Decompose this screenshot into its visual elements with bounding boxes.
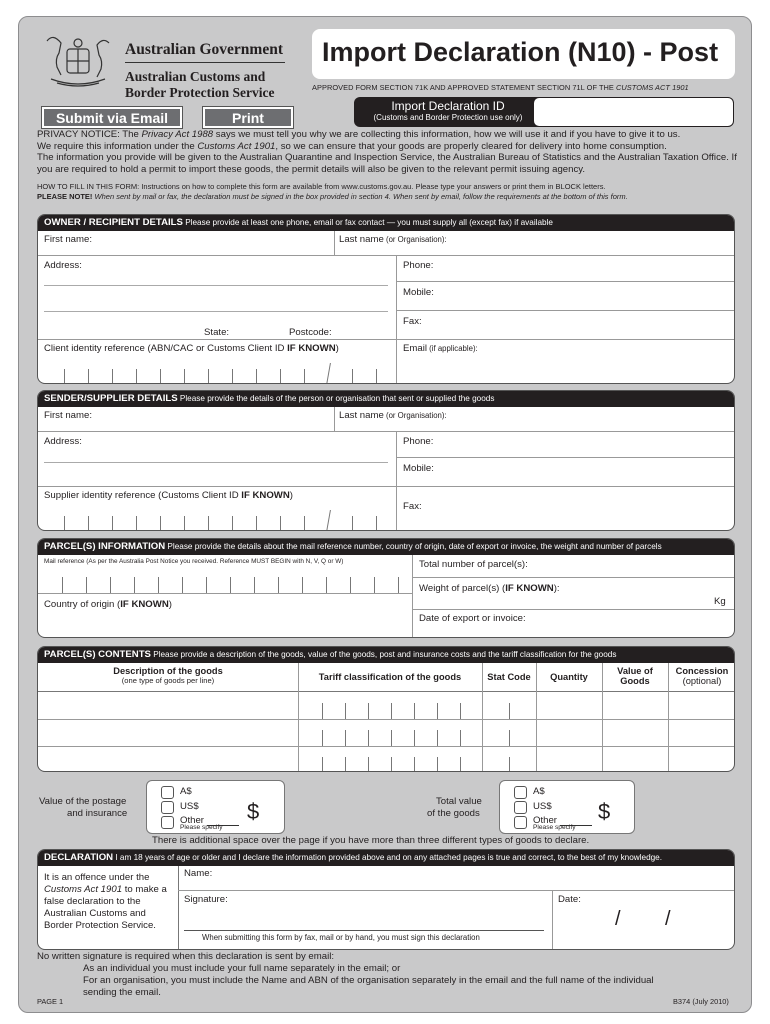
page-number: PAGE 1 [37,997,64,1006]
total-value-box [499,780,635,834]
total-usd-label: US$ [533,801,552,812]
parcel-weight-field[interactable]: Weight of parcel(s) (IF KNOWN): [419,583,560,594]
sender-supplier-ref-label: Supplier identity reference (Customs Client ID IF KNOWN) [44,490,293,501]
parcel-info-header: PARCEL(S) INFORMATION Please provide the details about the mail reference number, country of origin, date of export or invoice, the weight and number of parcels [38,539,734,555]
sender-phone-field[interactable]: Phone: [403,436,434,447]
declaration-id-input[interactable] [534,98,733,126]
sender-last-name-field[interactable]: Last name (or Organisation): [339,410,447,421]
postage-aud-label: A$ [180,786,192,797]
col-tariff: Tariff classification of the goods [318,672,462,682]
email-note-line2: As an individual you must include your full name separately in the email; or [83,963,401,974]
total-value-label2: of the goods [427,808,480,819]
total-usd-checkbox[interactable] [514,801,527,814]
owner-header: OWNER / RECIPIENT DETAILS Please provide at least one phone, email or fax contact — you must supply all (except fax) if available [38,215,734,231]
coat-of-arms-icon [39,29,117,91]
postage-other-checkbox[interactable] [161,816,174,829]
postage-value-label1: Value of the postage [39,796,127,807]
postage-usd-checkbox[interactable] [161,801,174,814]
parcel-contents-header: PARCEL(S) CONTENTS Please provide a description of the goods, value of the goods, post and insurance costs and the tariff classification for the goods [38,647,734,663]
sign-note: When submitting this form by fax, mail or by hand, you must sign this declaration [202,933,480,942]
declaration-header: DECLARATION I am 18 years of age or older and I declare the information provided above and on any attached pages is true and correct, to the best of my knowledge. [38,850,734,866]
declarant-name-field[interactable]: Name: [184,868,213,879]
goods-row[interactable] [38,719,735,746]
offence-notice: It is an offence under the Customs Act 1901 to make a false declaration to the Australian Customs and Border Protection Service. [44,872,167,931]
goods-row[interactable] [38,691,735,719]
owner-phone-field[interactable]: Phone: [403,260,434,271]
goods-row[interactable] [38,746,735,772]
sender-mobile-field[interactable]: Mobile: [403,463,434,474]
postage-usd-label: US$ [180,801,199,812]
postage-value-label2: and insurance [67,808,128,819]
col-stat-code: Stat Code [487,672,531,682]
parcel-contents-section [37,646,735,772]
total-aud-checkbox[interactable] [514,786,527,799]
additional-space-note: There is additional space over the page if you have more than three different types of goods to declare. [152,835,590,846]
owner-last-name-field[interactable]: Last name (or Organisation): [339,234,447,245]
owner-fax-field[interactable]: Fax: [403,316,422,327]
gov-name: Australian Government [125,41,284,58]
sender-supplier-ref-boxes[interactable] [38,510,396,531]
mail-reference-label: Mail reference (As per the Australia Post Notice you received. Reference MUST BEGIN with N, V, Q or W) [44,558,344,565]
col-quantity: Quantity [550,672,588,682]
postage-value-box [146,780,285,834]
postage-specify-label: Please specify [180,824,223,831]
date-slash-2: / [665,908,671,930]
sender-header: SENDER/SUPPLIER DETAILS Please provide the details of the person or organisation that sent or supplied the goods [38,391,734,407]
agency-line1: Australian Customs and [125,69,266,84]
form-page [18,16,752,1013]
declaration-date-field[interactable]: Date: [558,894,581,905]
total-other-checkbox[interactable] [514,816,527,829]
mail-reference-boxes[interactable] [38,575,410,593]
total-parcels-field[interactable]: Total number of parcel(s): [419,559,528,570]
how-to-fill: HOW TO FILL IN THIS FORM: Instructions on how to complete this form are available from www.customs.gov.au. Please type your answers or print them in BLOCK letters. PLEASE NOTE! When sent by mail or fax, the declaration must be signed in the box provided in section 4. When sent by email, follow the requirements at the bottom of this form. [37,182,628,201]
owner-client-ref-boxes[interactable] [38,363,396,384]
email-note-line3: For an organisation, you must include the Name and ABN of the organisation separately in the email and the full name of the individual [83,975,654,986]
country-of-origin-field[interactable]: Country of origin (IF KNOWN) [44,599,172,610]
total-dollar-field[interactable]: $ [598,799,611,824]
total-aud-label: A$ [533,786,545,797]
owner-mobile-field[interactable]: Mobile: [403,287,434,298]
owner-client-ref-label: Client identity reference (ABN/CAC or Customs Client ID IF KNOWN) [44,343,339,354]
owner-email-field[interactable]: Email (if applicable): [403,343,478,354]
declaration-id-sublabel: (Customs and Border Protection use only) [373,113,523,122]
declaration-id-label: Import Declaration ID [391,99,505,113]
total-other-label: Other [533,815,557,826]
email-note-line4: sending the email. [83,987,161,998]
page-title: Import Declaration (N10) - Post [322,37,719,67]
postage-other-label: Other [180,815,204,826]
parcel-info-section [37,538,735,638]
signature-field[interactable]: Signature: [184,894,228,905]
email-note-line1: No written signature is required when this declaration is sent by email: [37,951,335,962]
owner-address-field[interactable]: Address: [44,260,82,271]
owner-postcode-label: Postcode: [289,327,332,338]
declaration-section [37,849,735,950]
col-description: Description of the goods (one type of goods per line) [113,666,223,685]
sender-address-field[interactable]: Address: [44,436,82,447]
sender-fax-field[interactable]: Fax: [403,501,422,512]
export-date-field[interactable]: Date of export or invoice: [419,613,526,624]
postage-dollar-field[interactable]: $ [247,799,260,824]
submit-email-button[interactable]: Submit via Email [42,107,182,128]
kg-unit: Kg [714,596,726,607]
total-specify-label: Please specify [533,824,576,831]
sender-section [37,390,735,531]
owner-section [37,214,735,384]
postage-aud-checkbox[interactable] [161,786,174,799]
approved-statement: APPROVED FORM SECTION 71K AND APPROVED STATEMENT SECTION 71L OF THE CUSTOMS ACT 1901 [312,83,689,92]
gov-divider [125,62,285,63]
agency-line2: Border Protection Service [125,85,275,100]
col-concession: Concession (optional) [675,666,729,686]
date-slash-1: / [615,908,621,930]
sender-first-name-field[interactable]: First name: [44,410,92,421]
privacy-notice: PRIVACY NOTICE: The Privacy Act 1988 says we must tell you why we are collecting this information, how we will use it and if you have to give it to us. We require this information under the Customs Act 1901, so we can ensure that your goods are properly cleared for delivery into home consumption. The information you provide will be given to the Australian Quarantine and Inspection Service, the Australian Bureau of Statistics and the Australian Taxation Office. If you are required to hold a permit to import these goods, the permit details will also be given to the relevant permit issuing agency. [37,129,737,175]
total-value-label1: Total value [436,796,482,807]
print-button[interactable]: Print [203,107,293,128]
owner-state-label: State: [204,327,230,338]
col-value: Value of Goods [617,666,653,686]
owner-first-name-field[interactable]: First name: [44,234,92,245]
form-code: B374 (July 2010) [673,997,729,1006]
